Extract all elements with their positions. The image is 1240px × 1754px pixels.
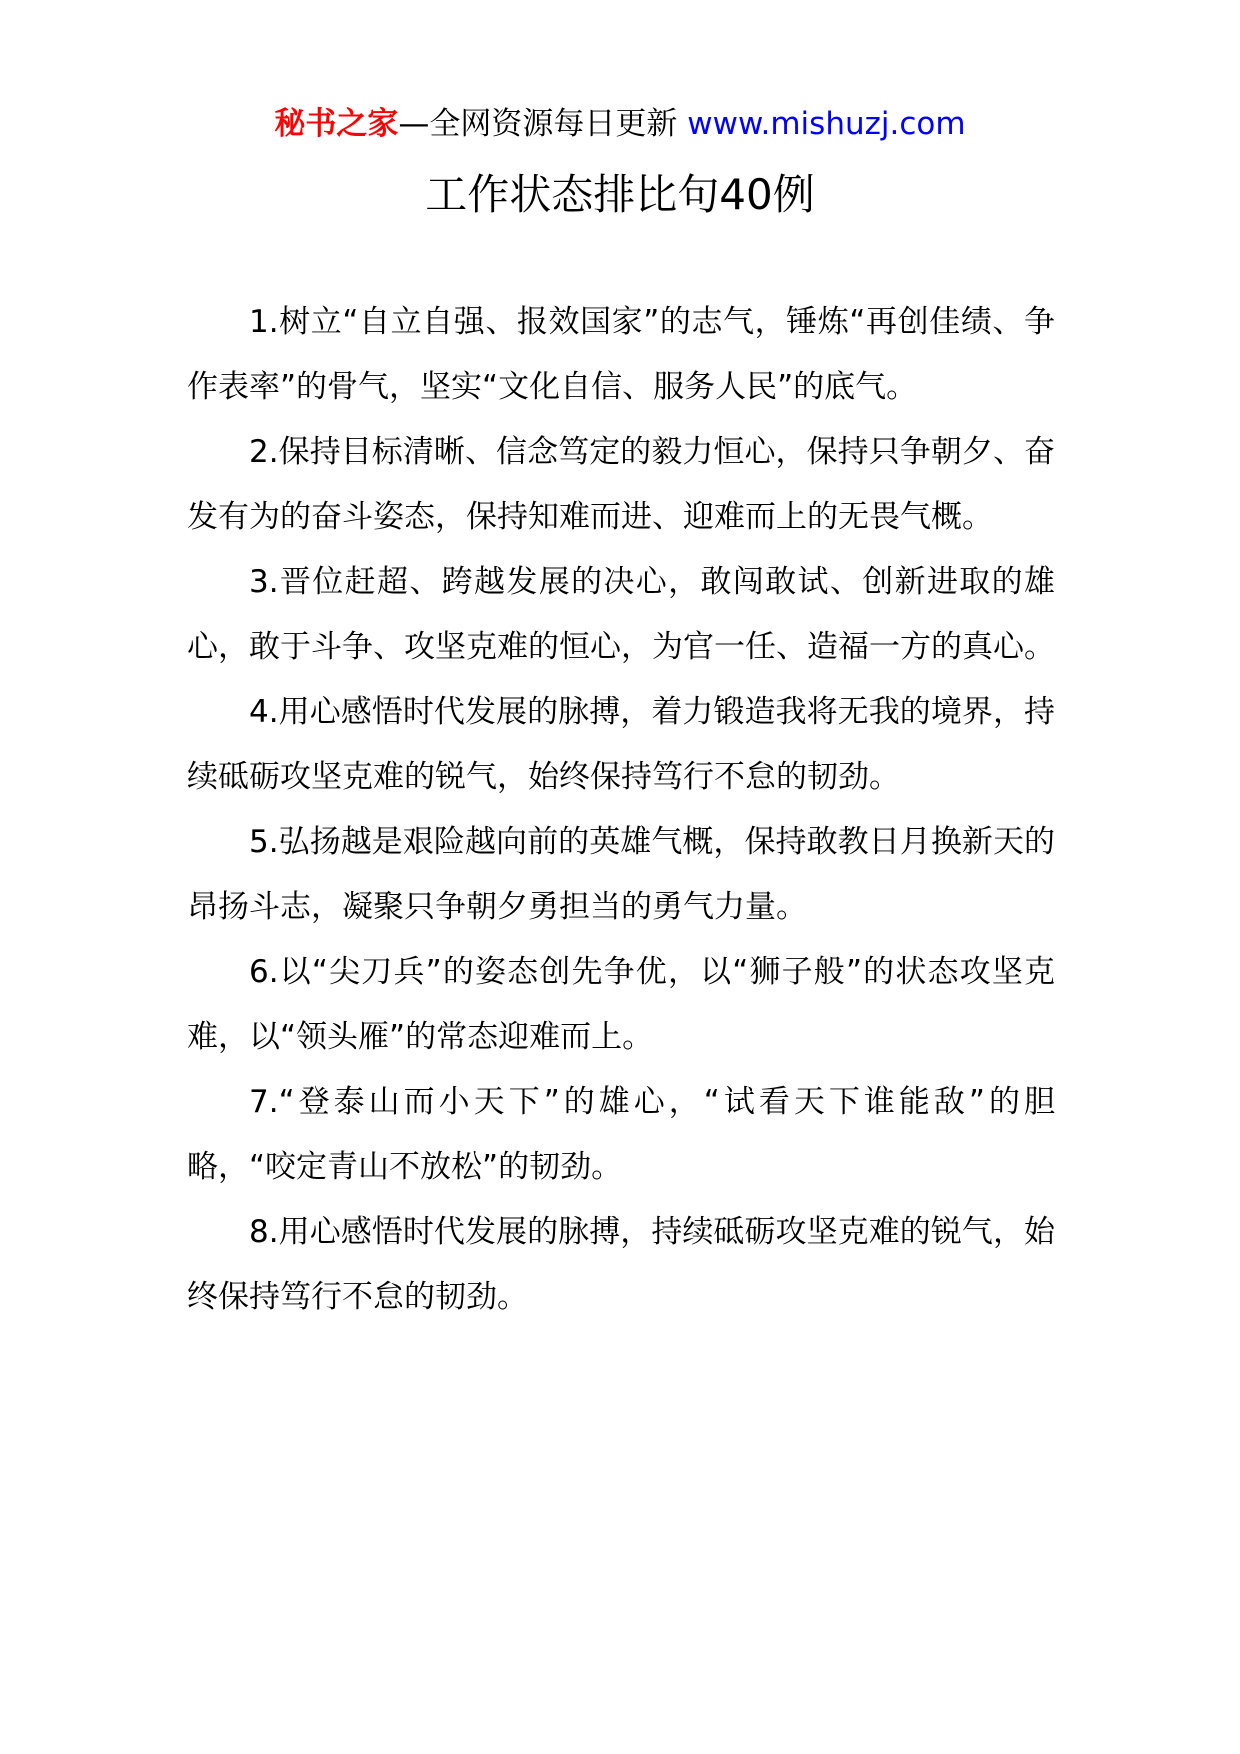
paragraph-3: 3.晋位赶超、跨越发展的决心，敢闯敢试、创新进取的雄心，敢于斗争、攻坚克难的恒心，为官一任、造福一方的真心。 [187,564,1055,665]
site-url-link[interactable]: www.mishuzj.com [687,106,966,142]
paragraph-4: 4.用心感悟时代发展的脉搏，着力锻造我将无我的境界，持续砥砺攻坚克难的锐气，始终保持笃行不怠的韧劲。 [187,694,1055,795]
paragraph-5: 5.弘扬越是艰险越向前的英雄气概，保持敢教日月换新天的昂扬斗志，凝聚只争朝夕勇担当的勇气力量。 [187,824,1055,925]
paragraph-2: 2.保持目标清晰、信念笃定的毅力恒心，保持只争朝夕、奋发有为的奋斗姿态，保持知难而进、迎难而上的无畏气概。 [187,434,1055,535]
paragraph-8: 8.用心感悟时代发展的脉搏，持续砥砺攻坚克难的锐气，始终保持笃行不怠的韧劲。 [187,1214,1055,1315]
site-brand: 秘书之家 [274,106,399,142]
document-title: 工作状态排比句40例 [425,170,815,219]
site-tagline: —全网资源每日更新 [398,106,678,142]
paragraph-7: 7.“登泰山而小天下”的雄心，“试看天下谁能敌”的胆略，“咬定青山不放松”的韧劲。 [187,1084,1055,1185]
document-body [187,290,1055,1330]
paragraph-1: 1.树立“自立自强、报效国家”的志气，锤炼“再创佳绩、争作表率”的骨气，坚实“文化自信、服务人民”的底气。 [187,304,1055,405]
site-header [0,100,1240,148]
paragraph-6: 6.以“尖刀兵”的姿态创先争优，以“狮子般”的状态攻坚克难，以“领头雁”的常态迎难而上。 [187,954,1055,1055]
